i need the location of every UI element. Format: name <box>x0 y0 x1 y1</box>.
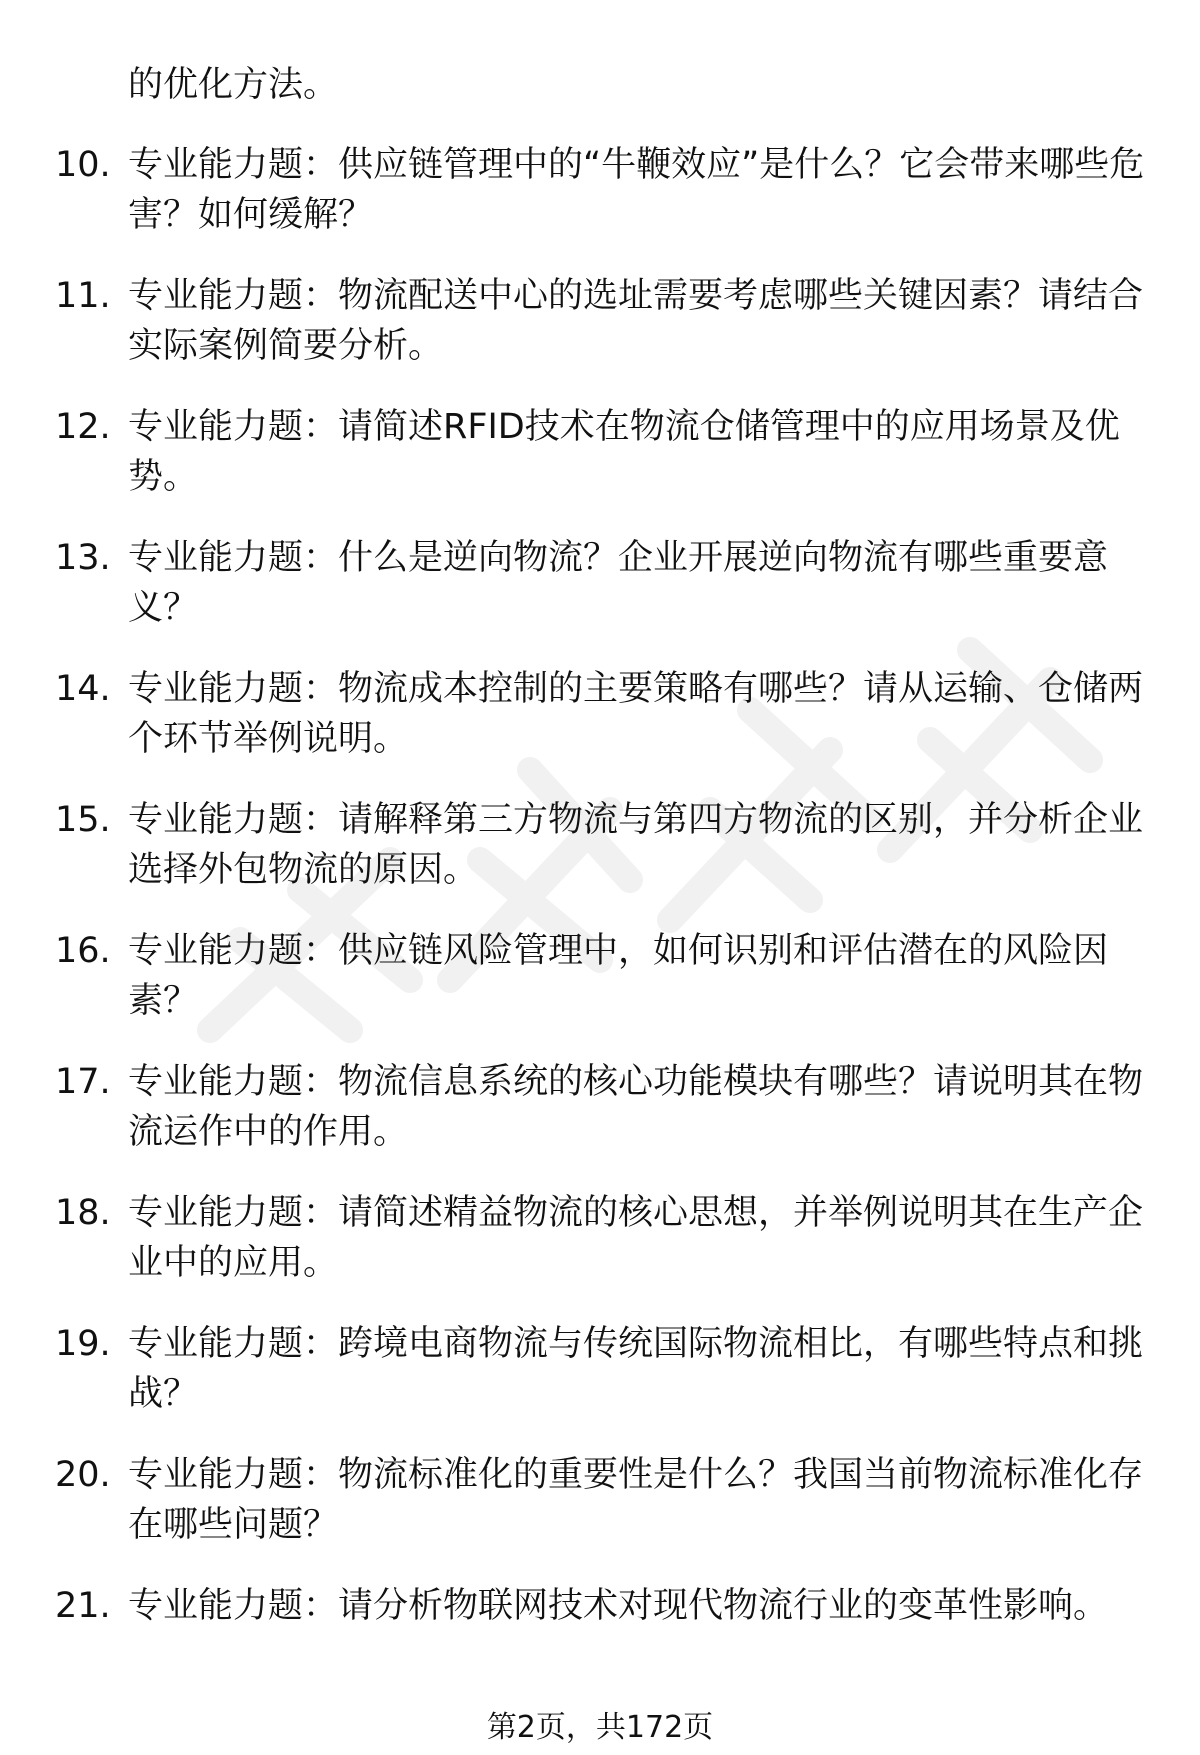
question-text: 专业能力题：物流成本控制的主要策略有哪些？请从运输、仓储两个环节举例说明。 <box>128 669 1144 759</box>
question-number: 10. <box>55 145 111 185</box>
question-text: 专业能力题：请简述精益物流的核心思想，并举例说明其在生产企业中的应用。 <box>128 1193 1144 1283</box>
list-item <box>0 795 1200 926</box>
question-text: 专业能力题：请分析物联网技术对现代物流行业的变革性影响。 <box>128 1586 1109 1626</box>
question-list <box>0 140 1200 1641</box>
question-number: 16. <box>55 931 111 971</box>
list-item <box>0 271 1200 402</box>
question-text: 专业能力题：跨境电商物流与传统国际物流相比，有哪些特点和挑战？ <box>128 1324 1144 1414</box>
question-text: 专业能力题：物流配送中心的选址需要考虑哪些关键因素？请结合实际案例简要分析。 <box>128 276 1144 366</box>
question-number: 14. <box>55 669 111 709</box>
list-item <box>0 533 1200 664</box>
question-number: 12. <box>55 407 111 447</box>
question-number: 20. <box>55 1455 111 1495</box>
question-number: 19. <box>55 1324 111 1364</box>
list-item <box>0 1450 1200 1581</box>
question-text: 专业能力题：供应链管理中的“牛鞭效应”是什么？它会带来哪些危害？如何缓解？ <box>128 145 1145 235</box>
list-item <box>0 926 1200 1057</box>
question-text: 专业能力题：什么是逆向物流？企业开展逆向物流有哪些重要意义？ <box>128 538 1109 628</box>
question-text: 专业能力题：供应链风险管理中，如何识别和评估潜在的风险因素？ <box>128 931 1109 1021</box>
question-number: 21. <box>55 1586 111 1626</box>
list-item <box>0 1319 1200 1450</box>
question-number: 13. <box>55 538 111 578</box>
list-item <box>0 1057 1200 1188</box>
question-number: 11. <box>55 276 111 316</box>
question-number: 15. <box>55 800 111 840</box>
continuation-text: 的优化方法。 <box>128 65 339 105</box>
list-item <box>0 402 1200 533</box>
list-item <box>0 1581 1200 1641</box>
page-footer: 第2页，共172页 <box>486 1710 714 1745</box>
question-number: 17. <box>55 1062 111 1102</box>
list-item <box>0 1188 1200 1319</box>
question-text: 专业能力题：请解释第三方物流与第四方物流的区别，并分析企业选择外包物流的原因。 <box>128 800 1144 890</box>
list-item <box>0 664 1200 795</box>
question-text: 专业能力题：物流标准化的重要性是什么？我国当前物流标准化存在哪些问题？ <box>128 1455 1144 1545</box>
question-text: 专业能力题：请简述RFID技术在物流仓储管理中的应用场景及优势。 <box>128 407 1120 497</box>
question-number: 18. <box>55 1193 111 1233</box>
question-text: 专业能力题：物流信息系统的核心功能模块有哪些？请说明其在物流运作中的作用。 <box>128 1062 1144 1152</box>
list-item <box>0 140 1200 271</box>
